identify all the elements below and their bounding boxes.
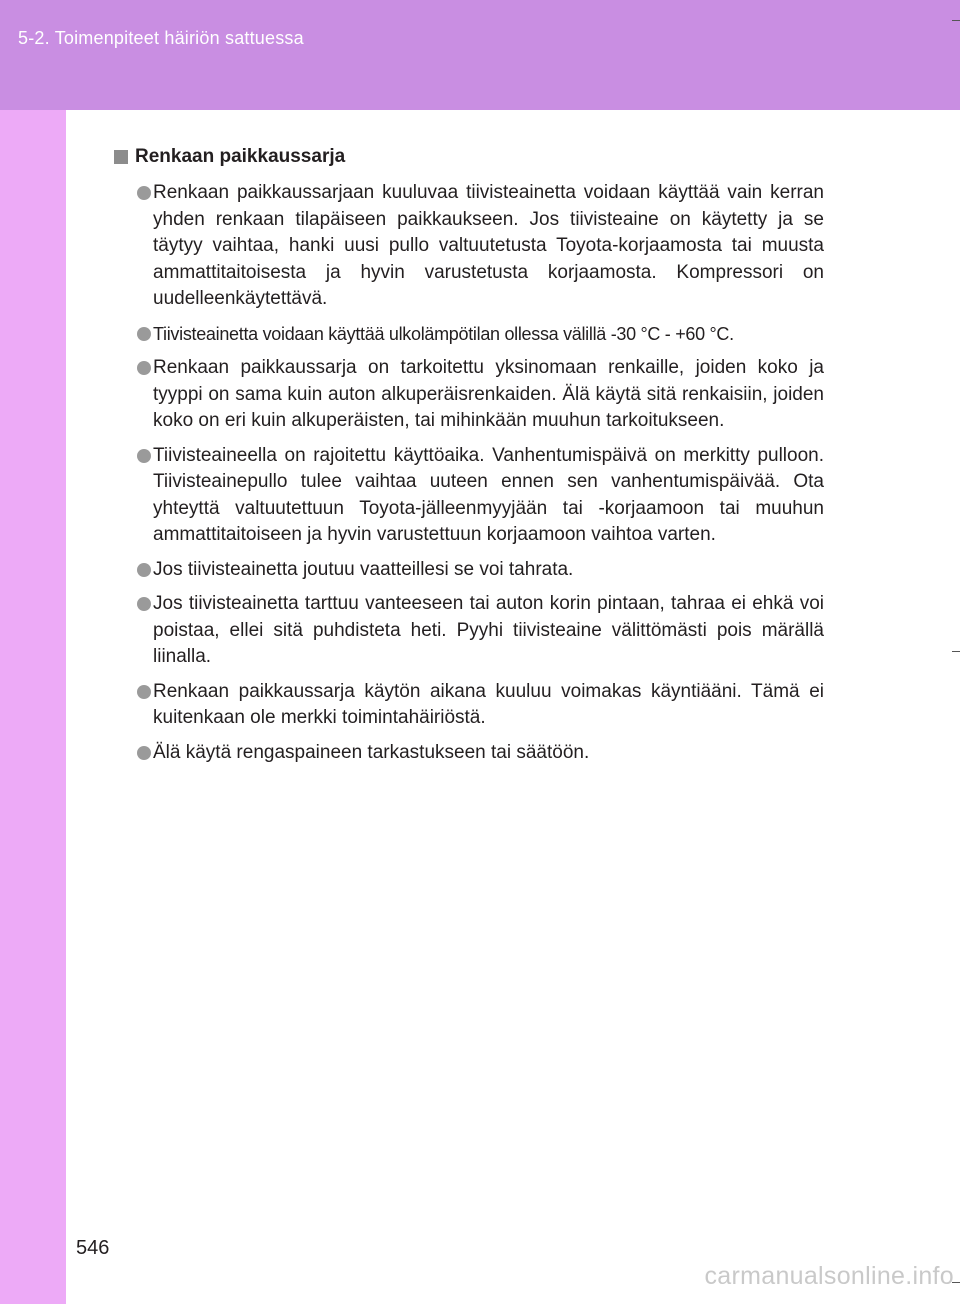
list-item	[114, 557, 824, 584]
circle-bullet-icon	[137, 563, 151, 577]
list-item-text: Renkaan paikkaussarja on tarkoitettu yksinomaan renkaille, joiden koko ja tyyppi on sama kuin auton alkuperäisrenkaiden. Älä käytä sitä renkaisiin, joiden koko on eri kuin alkuperäisten, tai mihinkään muuhun tarkoitukseen.	[153, 357, 824, 431]
section-title: 5-2. Toimenpiteet häiriön sattuessa	[18, 28, 304, 48]
side-band	[0, 110, 66, 1304]
circle-bullet-icon	[137, 685, 151, 699]
page-number: 546	[76, 1237, 110, 1259]
header-band	[0, 0, 960, 110]
list-item	[114, 679, 824, 732]
watermark: carmanualsonline.info	[704, 1262, 954, 1290]
list-item	[114, 591, 824, 671]
list-item	[114, 443, 824, 549]
circle-bullet-icon	[137, 746, 151, 760]
crop-mark-middle	[952, 651, 960, 652]
circle-bullet-icon	[137, 597, 151, 611]
list-item-text: Tiivisteaineella on rajoitettu käyttöaika. Vanhentumispäivä on merkitty pulloon. Tiivisteainepullo tulee vaihtaa uuteen ennen sen vanhentumispäivää. Ota yhteyttä valtuutettuun Toyota-jälleenmyyjään tai -korjaamoon tai muuhun ammattitaitoiseen ja hyvin varustettuun korjaamoon vaihtoa varten.	[153, 444, 824, 545]
page-content	[114, 146, 824, 774]
list-item	[114, 180, 824, 313]
crop-mark-top	[952, 20, 960, 21]
circle-bullet-icon	[137, 361, 151, 375]
list-item-text: Renkaan paikkaussarja käytön aikana kuuluu voimakas käyntiääni. Tämä ei kuitenkaan ole merkki toimintahäiriöstä.	[153, 680, 824, 728]
section-heading-text: Renkaan paikkaussarja	[135, 146, 346, 167]
circle-bullet-icon	[137, 449, 151, 463]
list-item	[114, 321, 824, 348]
list-item	[114, 355, 824, 435]
square-bullet-icon	[114, 150, 128, 164]
circle-bullet-icon	[137, 327, 151, 341]
list-item-text: Älä käytä rengaspaineen tarkastukseen tai säätöön.	[153, 741, 590, 763]
list-item-text: Renkaan paikkaussarjaan kuuluvaa tiivisteainetta voidaan käyttää vain kerran yhden renkaan tilapäiseen paikkaukseen. Jos tiivisteaine on käytetty ja se täytyy vaihtaa, hanki uusi pullo valtuutetusta Toyota-korjaamosta tai muusta ammattitaitoisesta ja hyvin varustetusta korjaamosta. Kompressori on uudelleenkäytettävä.	[153, 182, 824, 309]
list-item-text: Jos tiivisteainetta joutuu vaatteillesi se voi tahrata.	[153, 558, 574, 580]
bullet-list	[114, 180, 824, 766]
list-item-text: Tiivisteainetta voidaan käyttää ulkolämpötilan ollessa välillä -30 °C - +60 °C.	[153, 323, 734, 344]
list-item-text: Jos tiivisteainetta tarttuu vanteeseen tai auton korin pintaan, tahraa ei ehkä voi poistaa, ellei sitä puhdisteta heti. Pyyhi tiivisteaine välittömästi pois märällä liinalla.	[153, 593, 824, 667]
section-heading	[114, 146, 824, 168]
circle-bullet-icon	[137, 186, 151, 200]
list-item	[114, 740, 824, 767]
